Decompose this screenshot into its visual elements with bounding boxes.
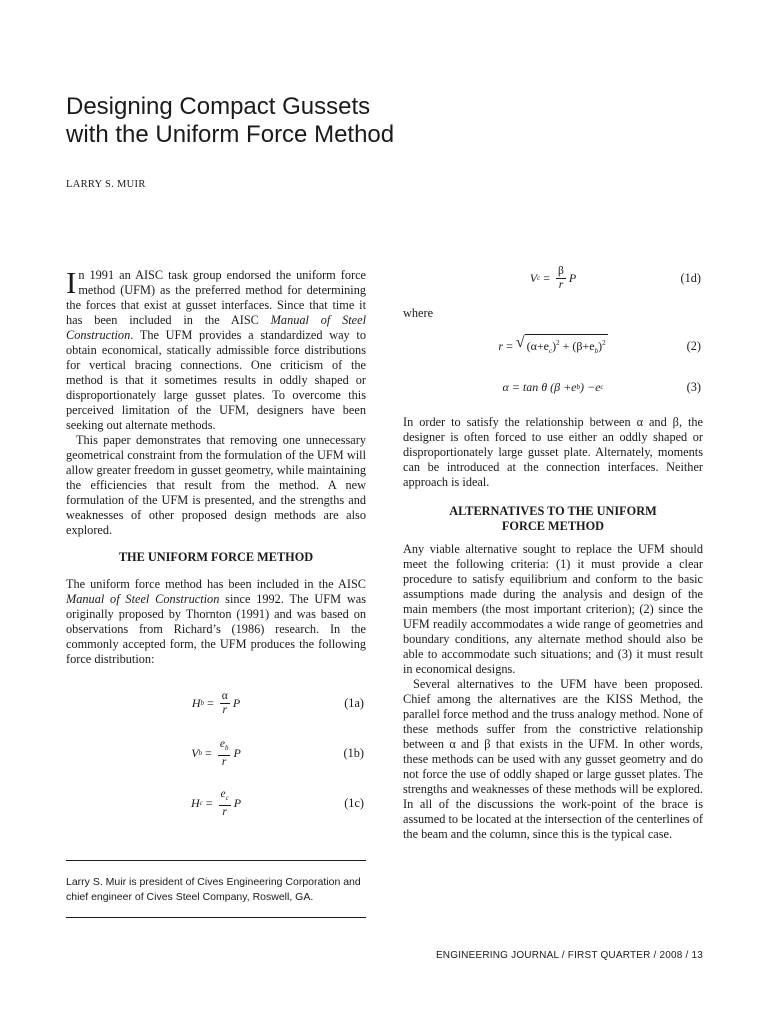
right-paragraph-2: Any viable alternative sought to replace the UFM should meet the following criteria: (1) it must provide a clear procedure to satisfy equilibrium and conform to the basic assumptions made during the analysis and design of the main members (the most important criterion); (2) since the UFM readily accommodates a wide range of geometries and boundary conditions, any alternate method should also be able to accommodate such situations; and (3) it must result in economical designs. [403,542,703,676]
bio-rule-bottom [66,917,366,918]
where-text: where [403,306,434,320]
eq1b-rhs: P [233,745,241,760]
eq1a-label: (1a) [344,695,364,710]
drop-cap: I [66,265,77,300]
section-heading-alternatives [403,504,703,534]
ufm-text-a: The uniform force method has been included in the AISC [66,577,366,591]
eq1b-lhs-sub: b [198,748,203,757]
eq1a-rhs: P [232,695,241,710]
section-heading-ufm: THE UNIFORM FORCE METHOD [118,550,314,564]
intro-text-a: n 1991 an AISC task group endorsed the uniform force method (UFM) as the preferred method for determining the forces that exist at gusset interfaces. Since that time it has been included in the AISC [66,268,366,327]
eq1b-label: (1b) [343,745,364,760]
eq1c-denominator: r [222,805,227,818]
alt-heading-line-2: FORCE METHOD [501,519,605,533]
title-line-1: Designing Compact Gussets [66,93,371,120]
eq1d-lhs: V [529,270,538,285]
eq1c-numerator: e [220,787,226,800]
equation-2: r = √ $(\alpha+e_c)^2 + (\beta+e_b)^2$ (2) [403,329,703,363]
eq1b-lhs: V [191,745,199,760]
equation-1c: H c = $\frac{e_c}{r}$ P (1c) [190,787,364,818]
eq1d-rhs: P [568,270,577,285]
intro-paragraph-1 [66,265,366,433]
section-ufm-paragraph [66,577,366,667]
bio-rule-top [66,860,366,861]
intro-paragraph-2: This paper demonstrates that removing one unnecessary geometrical constraint from the formulation of the UFM will allow greater freedom in gusset geometry, while maintaining the efficiencies that result from the method. A new formulation of the UFM is presented, and the strengths and weaknesses of other proposed design methods are also explored. [66,433,366,537]
equation-1b: V b = $\frac{e_b}{r}$ P (1b) [191,737,364,768]
eq1d-label: (1d) [680,270,701,285]
eq1a-denominator: r [222,703,228,716]
eq1b-denominator: r [221,755,227,768]
author-byline: LARRY S. MUIR [66,179,146,190]
eq3-label: (3) [686,379,701,394]
eq1c-lhs-sub: c [199,798,203,807]
eq1a-lhs: H [191,695,201,710]
manual-title-2: Manual of Steel Construction [66,592,220,606]
ufm-text-b: since 1992. The UFM was originally proposed by Thornton (1991) and was based on observations from Richard’s (1986) research. In the commonly accepted form, the UFM produces the following force distribution: [66,592,366,666]
author-bio: Larry S. Muir is president of Cives Engineering Corporation and chief engineer of Cives Steel Company, Roswell, GA. [66,876,361,903]
eq2-label: (2) [686,338,701,353]
eq1b-numerator: e [219,737,225,750]
alt-heading-line-1: ALTERNATIVES TO THE UNIFORM [449,504,657,518]
right-column [403,262,703,842]
eq1c-rhs: P [233,795,242,810]
eq1d-denominator: r [558,278,564,291]
equation-1a: H b = $\frac{\alpha}{r}$ P (1a) [191,689,364,716]
eq1d-lhs-sub: c [537,273,541,282]
equation-3: α = tan θ (β + e b ) − e c (3) [502,379,701,394]
eq1c-lhs: H [190,795,200,810]
title-line-2: with the Uniform Force Method [66,121,395,148]
eq1c-numerator-sub: c [225,793,229,802]
left-column [66,265,366,823]
equation-1d: V c = $\frac{\beta}{r}$ P (1d) [529,264,701,291]
right-paragraph-1: In order to satisfy the relationship between α and β, the designer is often forced to use either an oddly shaped or disproportionately large gusset plate. Alternately, moments can be introduced at the connection interfaces. Neither approach is ideal. [403,415,703,489]
eq1b-numerator-sub: b [224,743,229,752]
eq1a-lhs-sub: b [200,698,204,707]
eq1c-label: (1c) [344,795,364,810]
manual-title: Manual of Steel Construction [66,313,366,342]
right-paragraph-3: Several alternatives to the UFM have been proposed. Chief among the alternatives are the KISS Method, the parallel force method and the truss analogy method. None of these methods suffer from the constrictive relationship between α and β that exists in the UFM. In other words, these methods can be used with any gusset geometry and do not force the use of oddly shaped or large gusset plates. The strengths and weaknesses of these methods will be explored. In all of the discussions the work-point of the brace is assumed to be located at the intersection of the centerlines of the beam and the column, since this is the typical case. [403,677,703,841]
eq1d-numerator: β [558,264,564,277]
page-footer: ENGINEERING JOURNAL / FIRST QUARTER / 2008 / 13 [435,950,703,961]
article-title [66,93,666,149]
intro-text-b: . The UFM provides a standardized way to obtain economical, statically admissible force distributions for vertical bracing connections. One criticism of the method is that it sometimes results in oddly shaped or disproportionately large gusset plates. To overcome this perceived limitation of the UFM, designers have been seeking out alternate methods. [66,328,366,432]
eq1a-numerator: α [221,689,228,702]
